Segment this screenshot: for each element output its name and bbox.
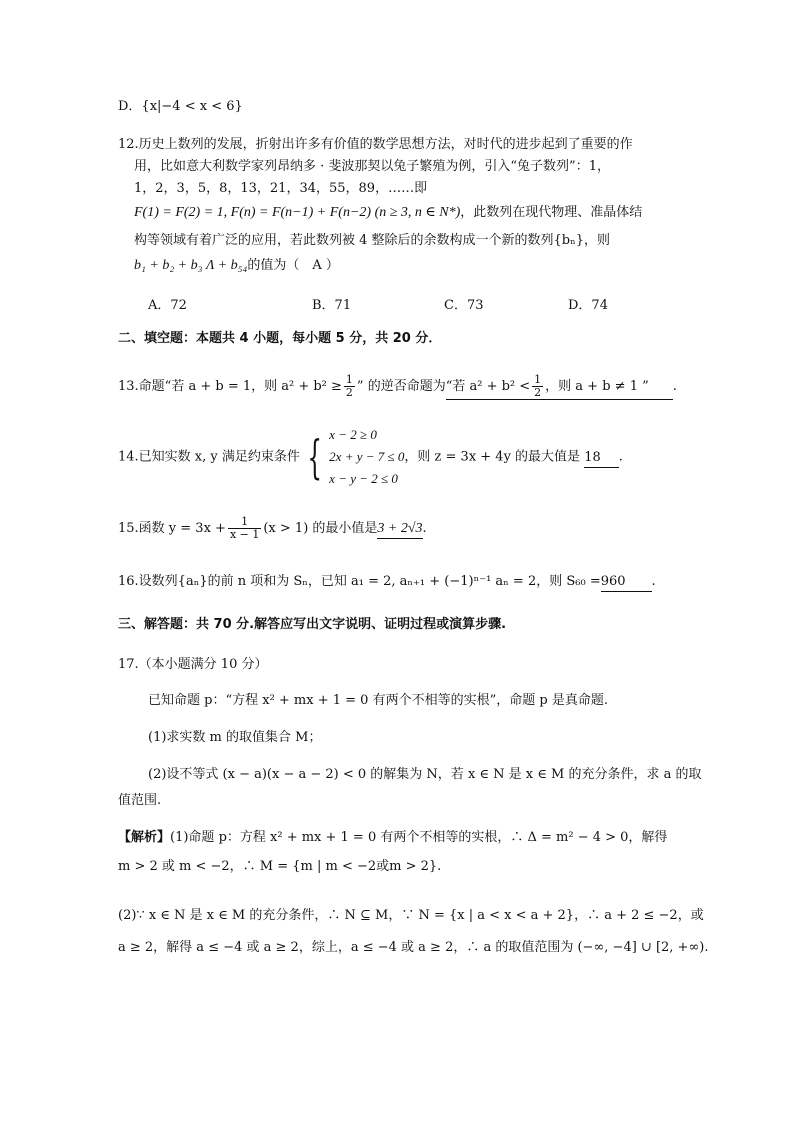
q15-suffix: (x > 1) 的最小值是 [263,521,378,536]
q13-prefix: 13.命题“若 a + b = 1，则 a² + b² ≥ [118,379,342,394]
q13-answer-b: ，则 a + b ≠ 1 ” [545,379,649,394]
q15-frac-den: x − 1 [229,528,260,541]
q17-analysis-line3: (2)∵ x ∈ N 是 x ∈ M 的充分条件，∴ N ⊆ M，∵ N = {x | a < x < a + 2}，∴ a + 2 ≤ −2，或 [118,908,704,923]
q13-frac-den: 2 [345,386,353,399]
q15-end: . [422,521,427,536]
q13-middle: ” 的逆否命题为 [356,379,446,394]
q12-line-5: 构等领域有着广泛的应用，若此数列被 4 整除后的余数构成一个新的数列{bₙ}，则 [134,233,611,248]
q13-answer-fraction [532,374,543,399]
q14-suffix: ，则 z = 3x + 4y 的最大值是 [404,449,581,465]
q13-fraction [344,374,355,399]
q17-part1: (1)求实数 m 的取值集合 M； [148,730,322,745]
q15-prefix: 15.函数 y = 3x + [118,521,226,536]
q14-constraint-1: x − 2 ≥ 0 [329,427,377,442]
q12-line-2: 用，比如意大利数学家列昂纳多 · 斐波那契以兔子繁殖为例，引入“兔子数列”：1， [134,159,610,174]
q12-option-c: C．73 [444,298,484,313]
section2-heading: 二、填空题：本题共 4 小题，每小题 5 分，共 20 分． [118,331,442,346]
q16-answer: 960 [601,573,652,592]
q12-option-a: A．72 [148,298,187,313]
q12-line-3: 1，2，3，5，8，13，21，34，55，89，……即 [134,181,428,196]
q14-constraint-2: 2x + y − 7 ≤ 0 [329,449,405,464]
q14-brace-icon: { [307,430,322,484]
q16-text: 16.设数列{aₙ}的前 n 项和为 Sₙ，已知 a₁ = 2, aₙ₊₁ + (−1)ⁿ⁻¹ aₙ = 2，则 S₆₀ = [118,574,601,589]
q13-line [118,374,677,400]
q15-answer: 3 + 2√3 [377,520,422,539]
q13-end: . [672,379,677,394]
q17-part2-line1: (2)设不等式 (x − a)(x − a − 2) < 0 的解集为 N，若 x ∈ N 是 x ∈ M 的充分条件，求 a 的取 [148,767,702,782]
q17-stem: 已知命题 p：“方程 x² + mx + 1 = 0 有两个不相等的实根”，命题 p 是真命题. [148,693,608,708]
q12-option-d: D．74 [568,298,608,313]
q12-line-6-text: 的值为（ A ） [247,258,339,273]
q14-line [118,424,623,490]
q12-fibonacci-formula: F(1) = F(2) = 1, F(n) = F(n−1) + F(n−2) (n ≥ 3, n ∈ N*) [134,205,461,220]
q13-answer-a: “若 a² + b² < [445,379,531,394]
q17-analysis-line4: a ≥ 2，解得 a ≤ −4 或 a ≥ 2，综上，a ≤ −4 或 a ≥ 2，∴ a 的取值范围为 (−∞, −4] ∪ [2, +∞). [118,940,709,955]
q14-constraints [329,424,404,490]
q13-answer-frac-num: 1 [534,373,542,386]
q11-option-d: D．{x|−4 < x < 6} [118,99,243,114]
q16-line [118,573,656,592]
q17-header: 17.（本小题满分 10 分） [118,657,268,672]
q16-end: . [651,574,656,589]
q14-prefix: 14.已知实数 x, y 满足约束条件 [118,449,300,465]
q14-answer: 18 [584,449,619,468]
section3-heading: 三、解答题：共 70 分.解答应写出文字说明、证明过程或演算步骤. [118,617,507,632]
q12-line-1: 12.历史上数列的发展，折射出许多有价值的数学思想方法，对时代的进步起到了重要的作 [118,137,633,152]
q12-line-6 [134,257,339,275]
q17-analysis-line2: m > 2 或 m < −2，∴ M = {m | m < −2或m > 2}. [118,859,442,874]
q12-line-4-text: ，此数列在现代物理、准晶体结 [460,205,643,220]
q15-frac-num: 1 [228,516,261,529]
q14-constraint-3: x − y − 2 ≤ 0 [329,471,398,486]
q12-line-4 [134,204,642,222]
q17-part2-line2: 值范围. [118,793,162,808]
q13-answer [446,374,673,400]
q17-analysis-text1: (1)命题 p：方程 x² + mx + 1 = 0 有两个不相等的实根，∴ Δ = m² − 4 > 0，解得 [170,830,668,845]
q15-fraction [228,516,261,541]
q14-end: . [618,449,623,465]
q13-frac-num: 1 [345,373,353,386]
q17-analysis-label: 【解析】 [118,830,171,845]
q13-answer-frac-den: 2 [534,386,542,399]
q17-analysis-line1 [118,829,667,847]
q12-sum-formula: b₁ + b₂ + b₃ Λ + b₅₄ [134,258,248,273]
q12-option-b: B．71 [312,298,352,313]
q15-line [118,516,427,541]
